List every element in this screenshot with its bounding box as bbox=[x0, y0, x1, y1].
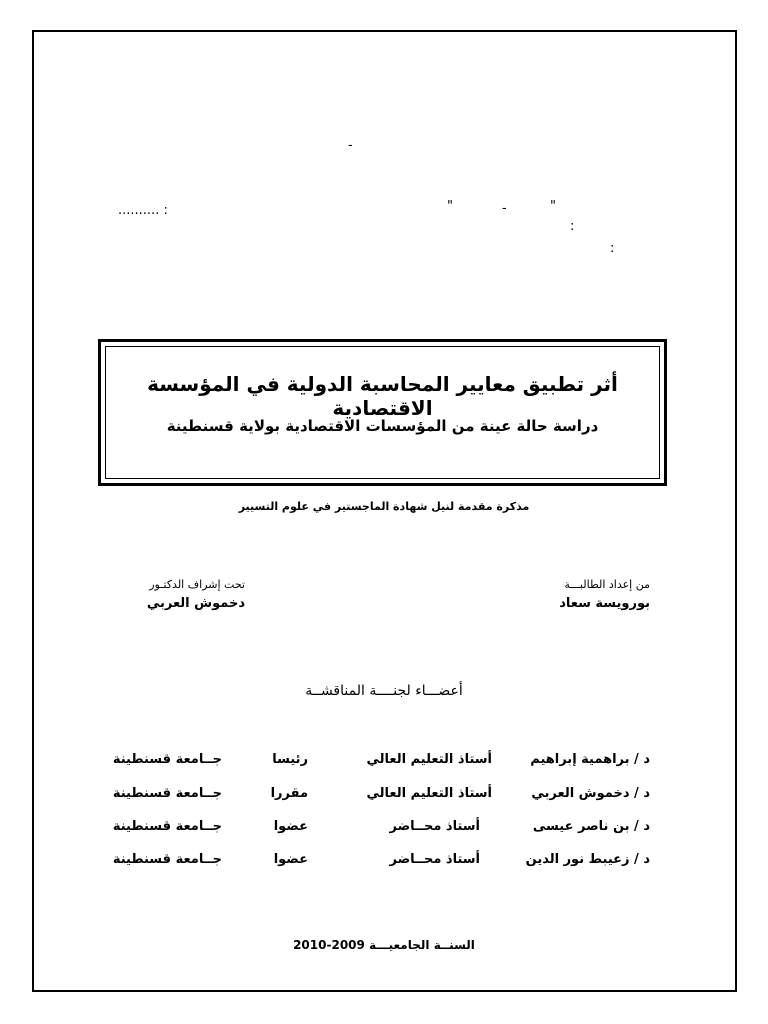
member-role: مقررا bbox=[270, 786, 308, 801]
committee-heading: أعضـــاء لجنــــة المناقشــة bbox=[305, 683, 463, 699]
member-role: عضوا bbox=[273, 852, 308, 867]
thesis-title: أثر تطبيق معايير المحاسبة الدولية في المؤسسة الاقتصادية bbox=[147, 372, 618, 420]
member-rank: أستاذ التعليم العالي bbox=[366, 786, 492, 801]
student-name: بورويسة سعاد bbox=[559, 596, 650, 611]
member-name: د / براهمية إبراهيم bbox=[530, 752, 650, 767]
memo-statement: مذكرة مقدمة لنيل شهادة الماجستير في علوم التسيير bbox=[238, 500, 530, 513]
header-colon: : bbox=[570, 219, 575, 234]
committee-member-row bbox=[110, 852, 650, 872]
member-role: عضوا bbox=[273, 819, 308, 834]
committee-member-row bbox=[110, 786, 650, 806]
academic-year: السنــة الجامعيـــة 2009-2010 bbox=[293, 938, 475, 952]
member-name: د / بن ناصر عيسى bbox=[532, 819, 650, 834]
thesis-subtitle: دراسة حالة عينة من المؤسسات الاقتصادية بولاية قسنطينة bbox=[166, 417, 599, 435]
member-name: د / زعيبط نور الدين bbox=[525, 852, 650, 867]
header-quote-left: " bbox=[550, 199, 556, 214]
supervisor-label: تحت إشراف الدكتـور bbox=[149, 578, 245, 591]
supervisor-name: دخموش العربي bbox=[146, 596, 245, 611]
member-role: رئيسا bbox=[272, 752, 308, 767]
title-box bbox=[98, 339, 667, 486]
header-quote-right: " bbox=[447, 199, 453, 214]
member-name: د / دخموش العربي bbox=[531, 786, 650, 801]
member-university: جــامعة قسنطينة bbox=[112, 852, 222, 867]
member-rank: أستاذ محــاضر bbox=[389, 819, 480, 834]
member-rank: أستاذ محــاضر bbox=[389, 852, 480, 867]
student-label: من إعداد الطالبـــة bbox=[564, 578, 650, 591]
committee-member-row bbox=[110, 752, 650, 772]
header-dash: - bbox=[348, 138, 353, 153]
member-university: جــامعة قسنطينة bbox=[112, 786, 222, 801]
header-dash-mid: - bbox=[502, 201, 507, 216]
header-colon: : bbox=[610, 241, 615, 256]
member-rank: أستاذ التعليم العالي bbox=[366, 752, 492, 767]
member-university: جــامعة قسنطينة bbox=[112, 819, 222, 834]
member-university: جــامعة قسنطينة bbox=[112, 752, 222, 767]
header-dots: .......... : bbox=[118, 203, 168, 218]
committee-member-row bbox=[110, 819, 650, 839]
